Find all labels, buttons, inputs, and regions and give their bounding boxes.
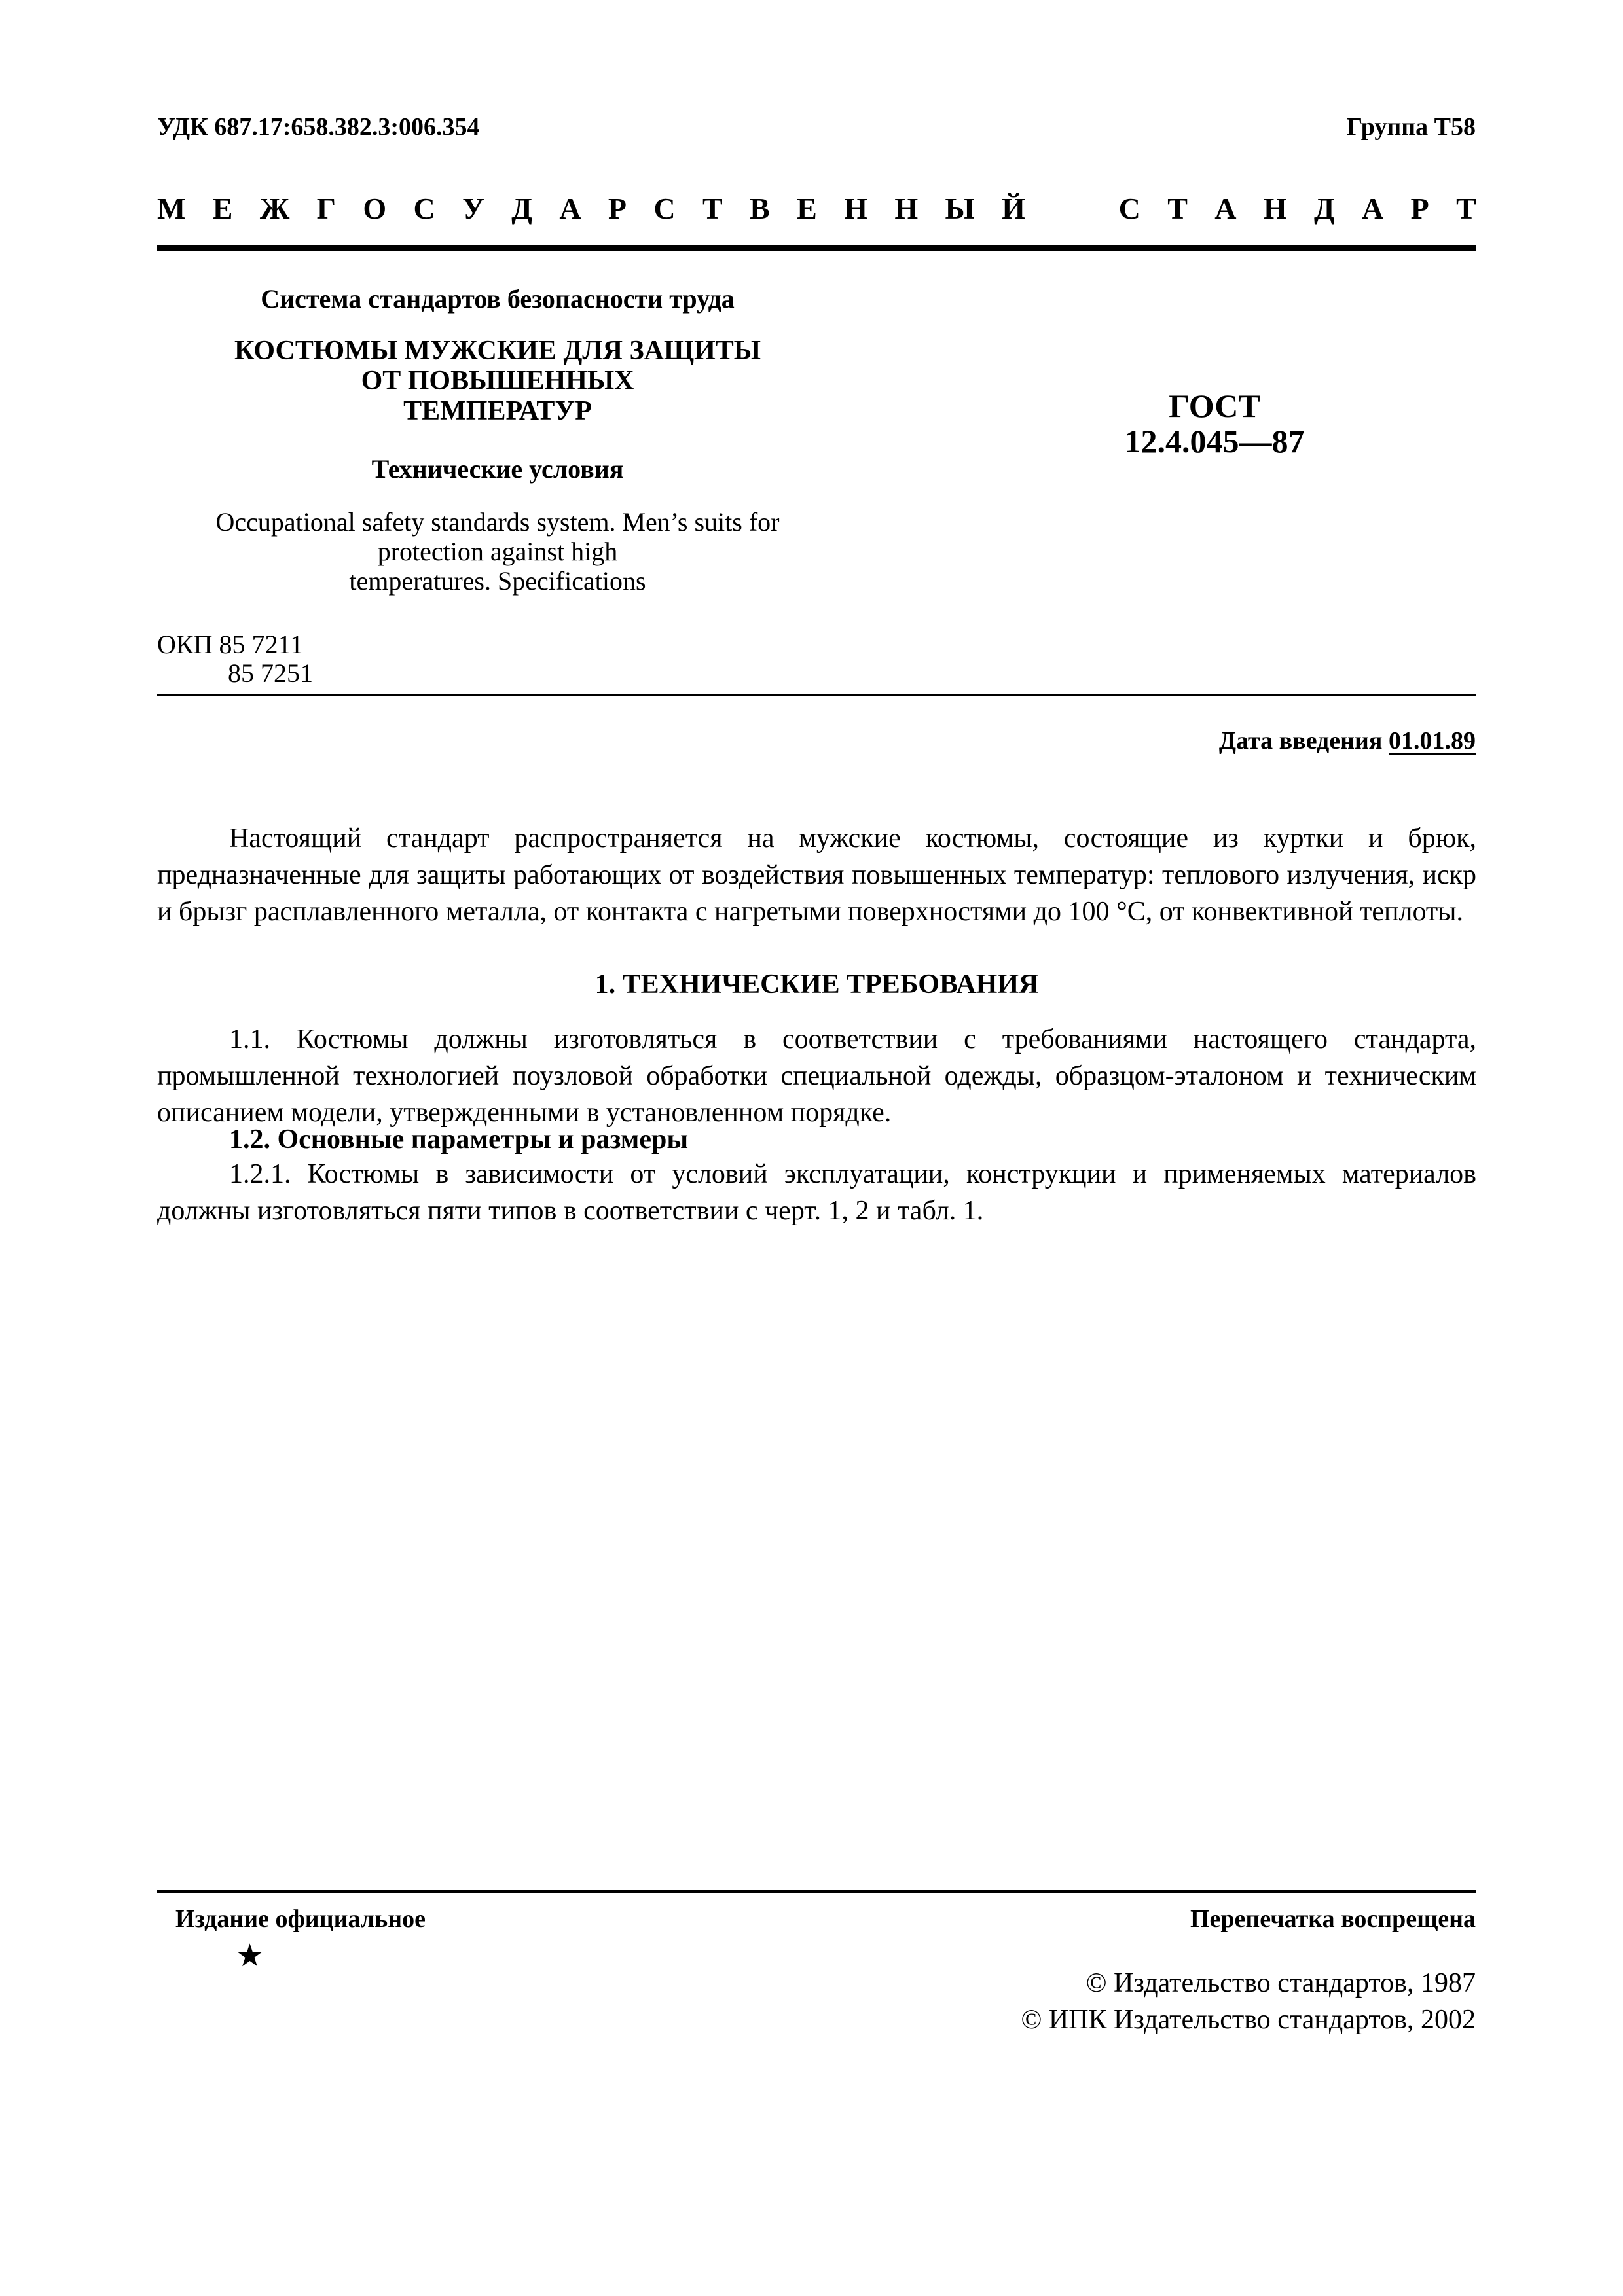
- footer-divider: [157, 1890, 1476, 1893]
- banner-letter: Е: [212, 192, 233, 225]
- english-title: [157, 507, 838, 596]
- section-heading: 1. ТЕХНИЧЕСКИЕ ТРЕБОВАНИЯ: [594, 969, 1039, 999]
- banner-letter: Г: [316, 192, 336, 225]
- reprint-prohibited-label: Перепечатка воспрещена: [1190, 1905, 1476, 1933]
- banner-letter: С: [413, 192, 435, 225]
- okp-codes: [157, 630, 313, 688]
- okp-code: 85 7211: [219, 630, 303, 659]
- english-title-line: Occupational safety standards system. Men’s suits for: [215, 507, 780, 537]
- paragraph-1-2-1: 1.2.1. Костюмы в зависимости от условий эксплуатации, конструкции и применяемых материалов должны изготовляться пяти типов в соответствии с черт. 1, 2 и табл. 1.: [157, 1159, 1476, 1226]
- interstate-standard-banner: [157, 191, 1476, 226]
- gost-designation: [1067, 388, 1362, 459]
- udk-code: УДК 687.17:658.382.3:006.354: [157, 113, 480, 141]
- paragraph-1-1: 1.1. Костюмы должны изготовляться в соответствии с требованиями настоящего стандарта, промышленной технологией поузловой обработки специальной одежды, образцом-эталоном и техническим описанием модели, утвержденными в установленном порядке.: [157, 1024, 1476, 1128]
- official-edition-label: Издание официальное: [175, 1905, 426, 1933]
- banner-letter: Е: [797, 192, 817, 225]
- banner-letter: Н: [1263, 192, 1287, 225]
- intro-paragraph: Настоящий стандарт распространяется на мужские костюмы, состоящие из куртки и брюк, предназначенные для защиты работающих от воздействия повышенных температур: теплового излучения, искр и брызг расплавленного металла, от контакта с нагретыми поверхностями до 100 °С, от конвективной теплоты.: [157, 823, 1476, 927]
- document-subtitle: Технические условия: [371, 454, 624, 484]
- paragraph-1-2-heading: 1.2. Основные параметры и размеры: [229, 1124, 689, 1155]
- header-divider: [157, 245, 1476, 251]
- english-title-line: temperatures. Specifications: [349, 566, 646, 596]
- banner-letter: Р: [608, 192, 627, 225]
- group-code: Группа Т58: [1346, 113, 1476, 141]
- document-title: [157, 336, 838, 426]
- banner-letter: Т: [1167, 192, 1188, 225]
- title-line: ТЕМПЕРАТУР: [403, 396, 592, 426]
- banner-letter: Ы: [945, 192, 975, 225]
- banner-letter: Д: [511, 192, 532, 225]
- copyright-line: © ИПК Издательство стандартов, 2002: [1021, 2005, 1476, 2035]
- banner-letter: Н: [894, 192, 919, 225]
- banner-letter: В: [750, 192, 770, 225]
- banner-word-gap: [1052, 191, 1091, 226]
- copyright-line: © Издательство стандартов, 1987: [1085, 1968, 1476, 1998]
- banner-letter: Ж: [259, 192, 290, 225]
- banner-letter: Й: [1002, 192, 1025, 225]
- banner-letter: Р: [1410, 192, 1429, 225]
- banner-letter: Т: [1456, 192, 1476, 225]
- banner-letter: О: [363, 192, 387, 225]
- title-line: ОТ ПОВЫШЕННЫХ: [361, 366, 634, 396]
- standards-system-label: Система стандартов безопасности труда: [261, 284, 735, 314]
- banner-letter: А: [1362, 192, 1384, 225]
- copyright-block: [1021, 1965, 1476, 2038]
- title-block-divider: [157, 694, 1476, 696]
- banner-letter: Д: [1314, 192, 1335, 225]
- banner-letter: А: [559, 192, 581, 225]
- banner-letter: Т: [702, 192, 723, 225]
- gost-label: ГОСТ: [1169, 387, 1260, 424]
- banner-letter: С: [653, 192, 676, 225]
- introduction-date: [1219, 726, 1476, 755]
- banner-letter: М: [157, 192, 186, 225]
- date-value: 01.01.89: [1389, 727, 1476, 755]
- banner-letter: Н: [844, 192, 867, 225]
- banner-letter: А: [1214, 192, 1237, 225]
- banner-letter: У: [462, 192, 484, 225]
- okp-code: 85 7251: [228, 658, 313, 688]
- okp-label: ОКП: [157, 630, 213, 659]
- banner-letter: С: [1118, 192, 1140, 225]
- title-line: КОСТЮМЫ МУЖСКИЕ ДЛЯ ЗАЩИТЫ: [234, 336, 761, 366]
- date-label: Дата введения: [1218, 727, 1383, 755]
- english-title-line: protection against high: [377, 537, 618, 566]
- star-icon: ★: [236, 1939, 264, 1973]
- gost-number: 12.4.045—87: [1124, 423, 1305, 459]
